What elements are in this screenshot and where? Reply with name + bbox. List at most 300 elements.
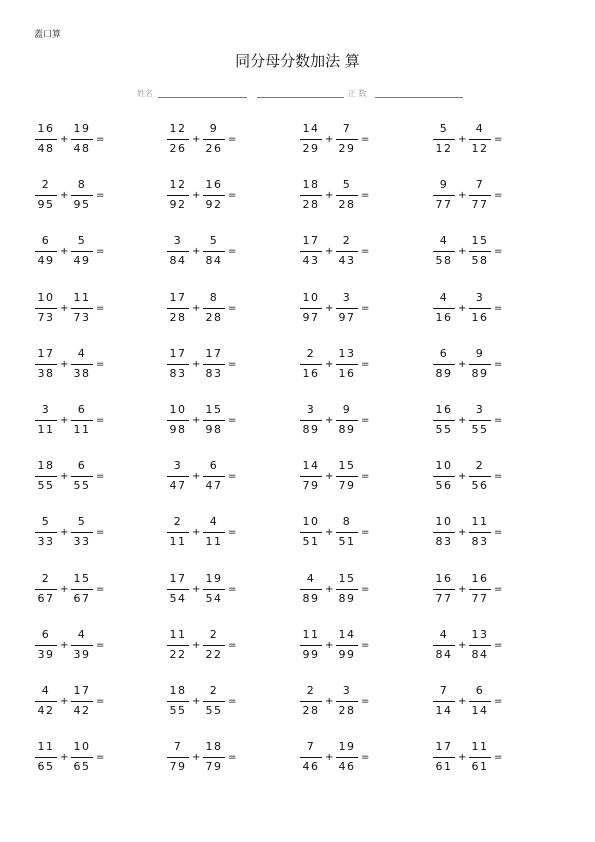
first-fraction [300, 121, 322, 161]
fraction-bar [433, 364, 455, 365]
second-fraction [203, 233, 225, 273]
equals-sign: = [96, 696, 105, 707]
denominator: 65 [37, 760, 55, 774]
denominator: 16 [302, 366, 320, 380]
second-fraction [203, 290, 225, 330]
fraction-bar [71, 701, 93, 702]
fraction-bar [35, 645, 57, 646]
plus-sign: + [192, 190, 201, 202]
plus-sign: + [325, 752, 334, 764]
fraction-bar [167, 701, 189, 702]
fraction-bar [336, 476, 358, 477]
problem-item [433, 514, 513, 554]
fraction-bar [167, 195, 189, 196]
numerator: 2 [173, 515, 183, 529]
denominator: 49 [73, 254, 91, 268]
denominator: 16 [471, 310, 489, 324]
denominator: 11 [205, 535, 223, 549]
denominator: 83 [471, 535, 489, 549]
numerator: 12 [169, 178, 187, 192]
fraction-bar [469, 364, 491, 365]
first-fraction [300, 346, 322, 386]
fraction-bar [300, 251, 322, 252]
denominator: 83 [435, 535, 453, 549]
fraction-bar [71, 757, 93, 758]
numerator: 11 [169, 627, 187, 641]
first-fraction [167, 739, 189, 779]
equals-sign: = [494, 583, 503, 595]
numerator: 4 [77, 346, 87, 360]
first-fraction [35, 458, 57, 498]
first-fraction [300, 458, 322, 498]
first-fraction [433, 121, 455, 161]
denominator: 77 [471, 198, 489, 212]
equals-sign: = [361, 134, 370, 145]
second-fraction [71, 458, 93, 498]
second-fraction [203, 571, 225, 611]
equals-sign: = [228, 302, 237, 314]
plus-sign: + [60, 752, 69, 764]
numerator: 6 [209, 459, 219, 473]
first-fraction [433, 458, 455, 498]
fraction-bar [433, 139, 455, 140]
numerator: 12 [169, 122, 187, 135]
denominator: 29 [338, 142, 356, 155]
denominator: 77 [435, 591, 453, 605]
problem-item [433, 233, 513, 273]
equals-sign: = [494, 639, 503, 651]
denominator: 89 [338, 591, 356, 605]
numerator: 6 [41, 234, 51, 248]
numerator: 11 [37, 740, 55, 754]
fraction-bar [35, 476, 57, 477]
numerator: 10 [302, 515, 320, 529]
name-field [0, 88, 595, 100]
numerator: 18 [169, 684, 187, 697]
first-fraction [35, 290, 57, 330]
first-fraction [300, 571, 322, 611]
score-underline [375, 97, 463, 98]
denominator: 48 [73, 142, 91, 155]
denominator: 73 [37, 310, 55, 324]
plus-sign: + [60, 639, 69, 651]
numerator: 3 [475, 403, 485, 416]
denominator: 43 [302, 254, 320, 268]
first-fraction [433, 571, 455, 611]
denominator: 84 [435, 647, 453, 661]
second-fraction [469, 121, 491, 161]
equals-sign: = [96, 358, 105, 370]
second-fraction [469, 683, 491, 723]
fraction-bar [167, 139, 189, 140]
plus-sign: + [192, 471, 201, 483]
fraction-bar [167, 251, 189, 252]
fraction-bar [203, 532, 225, 533]
denominator: 29 [302, 142, 320, 155]
first-fraction [35, 627, 57, 667]
problem-item [35, 290, 115, 330]
problem-item [433, 627, 513, 667]
denominator: 89 [338, 423, 356, 436]
second-fraction [71, 402, 93, 442]
name-label: 姓名 [137, 89, 153, 98]
problem-item [433, 571, 513, 611]
denominator: 55 [37, 479, 55, 493]
second-fraction [469, 571, 491, 611]
first-fraction [167, 571, 189, 611]
second-fraction [203, 627, 225, 667]
plus-sign: + [192, 302, 201, 314]
problem-item [35, 683, 115, 723]
equals-sign: = [228, 752, 237, 764]
fraction-bar [433, 195, 455, 196]
plus-sign: + [192, 527, 201, 539]
second-fraction [203, 177, 225, 217]
fraction-bar [35, 701, 57, 702]
equals-sign: = [96, 583, 105, 595]
numerator: 2 [306, 684, 316, 697]
numerator: 17 [169, 346, 187, 360]
denominator: 28 [302, 704, 320, 717]
second-fraction [469, 233, 491, 273]
numerator: 2 [209, 684, 219, 697]
plus-sign: + [458, 471, 467, 483]
second-fraction [336, 683, 358, 723]
plus-sign: + [192, 134, 201, 145]
denominator: 56 [435, 479, 453, 493]
problem-item [433, 458, 513, 498]
first-fraction [300, 402, 322, 442]
equals-sign: = [494, 696, 503, 707]
first-fraction [167, 627, 189, 667]
fraction-bar [167, 532, 189, 533]
first-fraction [167, 402, 189, 442]
second-fraction [469, 346, 491, 386]
numerator: 4 [475, 122, 485, 135]
fraction-bar [203, 139, 225, 140]
numerator: 4 [209, 515, 219, 529]
numerator: 11 [471, 515, 489, 529]
denominator: 54 [205, 591, 223, 605]
problem-item [433, 290, 513, 330]
numerator: 8 [77, 178, 87, 192]
equals-sign: = [494, 246, 503, 258]
equals-sign: = [96, 246, 105, 258]
equals-sign: = [361, 639, 370, 651]
second-fraction [336, 402, 358, 442]
numerator: 5 [342, 178, 352, 192]
numerator: 6 [77, 459, 87, 473]
fraction-bar [433, 701, 455, 702]
equals-sign: = [96, 639, 105, 651]
first-fraction [35, 233, 57, 273]
problem-item [35, 233, 115, 273]
fraction-bar [203, 420, 225, 421]
equals-sign: = [494, 134, 503, 145]
denominator: 54 [169, 591, 187, 605]
plus-sign: + [458, 302, 467, 314]
numerator: 11 [302, 627, 320, 641]
first-fraction [35, 121, 57, 161]
denominator: 79 [302, 479, 320, 493]
second-fraction [71, 290, 93, 330]
equals-sign: = [228, 527, 237, 539]
denominator: 61 [471, 760, 489, 774]
denominator: 38 [37, 366, 55, 380]
fraction-bar [300, 364, 322, 365]
first-fraction [433, 346, 455, 386]
denominator: 14 [471, 704, 489, 717]
numerator: 8 [342, 515, 352, 529]
first-fraction [35, 683, 57, 723]
fraction-bar [167, 420, 189, 421]
equals-sign: = [228, 134, 237, 145]
numerator: 6 [439, 346, 449, 360]
denominator: 11 [37, 423, 55, 436]
equals-sign: = [96, 527, 105, 539]
numerator: 16 [435, 571, 453, 585]
denominator: 43 [338, 254, 356, 268]
fraction-bar [167, 476, 189, 477]
first-fraction [167, 514, 189, 554]
problem-item [300, 458, 380, 498]
problem-item [35, 739, 115, 779]
second-fraction [336, 233, 358, 273]
fraction-bar [71, 420, 93, 421]
denominator: 95 [73, 198, 91, 212]
problem-item [433, 346, 513, 386]
first-fraction [433, 402, 455, 442]
denominator: 55 [471, 423, 489, 436]
second-fraction [71, 571, 93, 611]
fraction-bar [300, 420, 322, 421]
problem-item [300, 290, 380, 330]
denominator: 92 [169, 198, 187, 212]
equals-sign: = [228, 583, 237, 595]
fraction-bar [35, 420, 57, 421]
problem-item [35, 402, 115, 442]
second-fraction [203, 402, 225, 442]
second-fraction [336, 458, 358, 498]
fraction-bar [469, 195, 491, 196]
plus-sign: + [60, 134, 69, 145]
fraction-bar [300, 532, 322, 533]
fraction-bar [35, 139, 57, 140]
plus-sign: + [60, 471, 69, 483]
numerator: 14 [338, 627, 356, 641]
equals-sign: = [361, 752, 370, 764]
equals-sign: = [361, 471, 370, 483]
equals-sign: = [96, 134, 105, 145]
problem-item [433, 739, 513, 779]
first-fraction [433, 290, 455, 330]
second-fraction [71, 121, 93, 161]
equals-sign: = [494, 358, 503, 370]
fraction-bar [71, 139, 93, 140]
fraction-bar [35, 364, 57, 365]
fraction-bar [469, 139, 491, 140]
problem-item [300, 402, 380, 442]
problem-item [35, 177, 115, 217]
second-fraction [203, 458, 225, 498]
denominator: 55 [205, 704, 223, 717]
problem-item [167, 739, 247, 779]
second-fraction [469, 739, 491, 779]
problem-item [300, 514, 380, 554]
first-fraction [433, 627, 455, 667]
equals-sign: = [96, 302, 105, 314]
numerator: 3 [173, 459, 183, 473]
numerator: 9 [475, 346, 485, 360]
numerator: 17 [302, 234, 320, 248]
plus-sign: + [60, 246, 69, 258]
denominator: 98 [169, 423, 187, 436]
problem-item [167, 346, 247, 386]
numerator: 16 [471, 571, 489, 585]
numerator: 3 [342, 290, 352, 304]
second-fraction [336, 346, 358, 386]
fraction-bar [35, 532, 57, 533]
denominator: 79 [169, 760, 187, 774]
fraction-bar [469, 476, 491, 477]
first-fraction [35, 402, 57, 442]
fraction-bar [71, 645, 93, 646]
fraction-bar [469, 701, 491, 702]
numerator: 9 [342, 403, 352, 416]
fraction-bar [336, 420, 358, 421]
second-fraction [469, 458, 491, 498]
numerator: 16 [205, 178, 223, 192]
fraction-bar [203, 701, 225, 702]
worksheet-corner-label: 蓋口算 [34, 30, 62, 40]
fraction-bar [433, 251, 455, 252]
fraction-bar [167, 757, 189, 758]
numerator: 4 [77, 627, 87, 641]
denominator: 51 [302, 535, 320, 549]
numerator: 7 [342, 122, 352, 135]
denominator: 11 [169, 535, 187, 549]
equals-sign: = [494, 527, 503, 539]
denominator: 67 [37, 591, 55, 605]
denominator: 79 [205, 760, 223, 774]
first-fraction [35, 514, 57, 554]
plus-sign: + [325, 134, 334, 145]
plus-sign: + [458, 639, 467, 651]
second-fraction [203, 739, 225, 779]
fraction-bar [167, 645, 189, 646]
numerator: 19 [205, 571, 223, 585]
numerator: 7 [306, 740, 316, 754]
plus-sign: + [325, 527, 334, 539]
numerator: 3 [475, 290, 485, 304]
numerator: 4 [306, 571, 316, 585]
first-fraction [433, 739, 455, 779]
fraction-bar [203, 589, 225, 590]
numerator: 17 [73, 684, 91, 697]
plus-sign: + [458, 583, 467, 595]
denominator: 49 [37, 254, 55, 268]
equals-sign: = [361, 527, 370, 539]
plus-sign: + [60, 415, 69, 426]
numerator: 5 [41, 515, 51, 529]
plus-sign: + [60, 358, 69, 370]
numerator: 10 [37, 290, 55, 304]
first-fraction [300, 739, 322, 779]
equals-sign: = [96, 190, 105, 202]
numerator: 7 [475, 178, 485, 192]
numerator: 2 [209, 627, 219, 641]
denominator: 39 [73, 647, 91, 661]
plus-sign: + [325, 358, 334, 370]
fraction-bar [203, 364, 225, 365]
fraction-bar [300, 589, 322, 590]
second-fraction [469, 514, 491, 554]
first-fraction [35, 346, 57, 386]
plus-sign: + [325, 415, 334, 426]
plus-sign: + [458, 696, 467, 707]
denominator: 26 [205, 142, 223, 155]
plus-sign: + [192, 358, 201, 370]
fraction-bar [71, 195, 93, 196]
problem-item [167, 121, 247, 161]
first-fraction [167, 177, 189, 217]
numerator: 10 [73, 740, 91, 754]
denominator: 89 [302, 591, 320, 605]
denominator: 67 [73, 591, 91, 605]
plus-sign: + [192, 246, 201, 258]
first-fraction [300, 514, 322, 554]
first-fraction [300, 233, 322, 273]
numerator: 2 [41, 178, 51, 192]
problem-item [35, 346, 115, 386]
second-fraction [469, 402, 491, 442]
numerator: 17 [169, 571, 187, 585]
fraction-bar [469, 532, 491, 533]
fraction-bar [71, 589, 93, 590]
problem-item [167, 402, 247, 442]
numerator: 2 [342, 234, 352, 248]
denominator: 89 [471, 366, 489, 380]
page-title: 同分母分数加法 算 [235, 52, 360, 70]
denominator: 99 [302, 647, 320, 661]
denominator: 14 [435, 704, 453, 717]
denominator: 92 [205, 198, 223, 212]
equals-sign: = [228, 696, 237, 707]
first-fraction [433, 177, 455, 217]
fraction-bar [336, 757, 358, 758]
numerator: 6 [475, 684, 485, 697]
second-fraction [71, 177, 93, 217]
denominator: 48 [37, 142, 55, 155]
fraction-bar [35, 308, 57, 309]
numerator: 15 [471, 234, 489, 248]
equals-sign: = [494, 302, 503, 314]
plus-sign: + [325, 639, 334, 651]
denominator: 33 [37, 535, 55, 549]
plus-sign: + [458, 190, 467, 202]
fraction-bar [433, 308, 455, 309]
problem-item [35, 121, 115, 161]
plus-sign: + [60, 190, 69, 202]
plus-sign: + [325, 696, 334, 707]
equals-sign: = [494, 471, 503, 483]
fraction-bar [469, 420, 491, 421]
problem-item [35, 514, 115, 554]
second-fraction [71, 346, 93, 386]
numerator: 2 [306, 346, 316, 360]
denominator: 39 [37, 647, 55, 661]
first-fraction [300, 683, 322, 723]
